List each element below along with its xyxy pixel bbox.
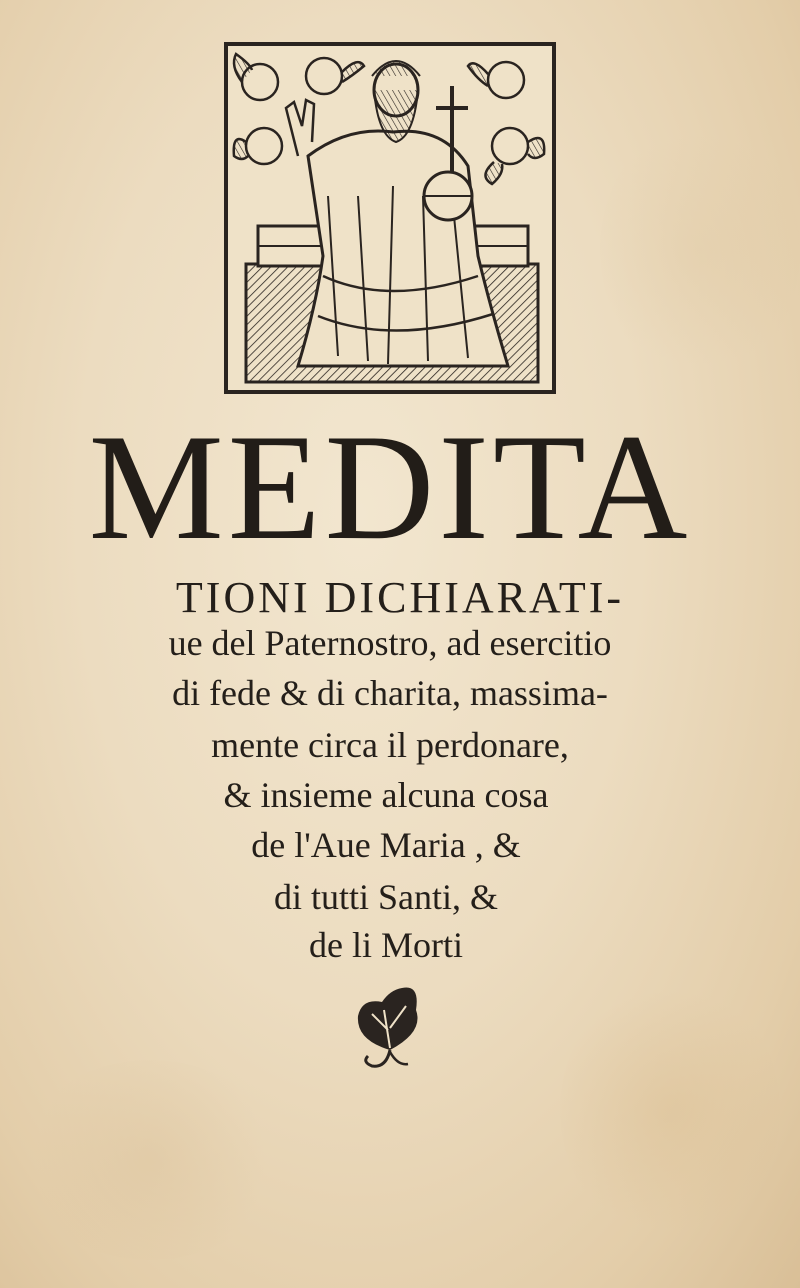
title-line: de l'Aue Maria , &	[251, 825, 521, 865]
paper-stain	[560, 980, 780, 1240]
title-line: ue del Paternostro, ad esercitio	[168, 623, 612, 663]
title-line: TIONI DICHIARATI-	[175, 573, 625, 622]
title-line: de li Morti	[309, 925, 463, 965]
paper-stain	[20, 1060, 280, 1260]
title-large: MEDITA	[88, 403, 692, 571]
fleuron-leaf-icon	[350, 980, 430, 1085]
title-line: mente circa il perdonare,	[211, 725, 569, 765]
woodcut-illustration	[224, 42, 556, 394]
paper-stain	[600, 120, 800, 380]
woodcut-image	[228, 46, 552, 390]
title-line: di fede & di charita, massima-	[172, 673, 608, 713]
title-line: di tutti Santi, &	[273, 877, 498, 917]
title-line: & insieme alcuna cosa	[223, 775, 549, 815]
